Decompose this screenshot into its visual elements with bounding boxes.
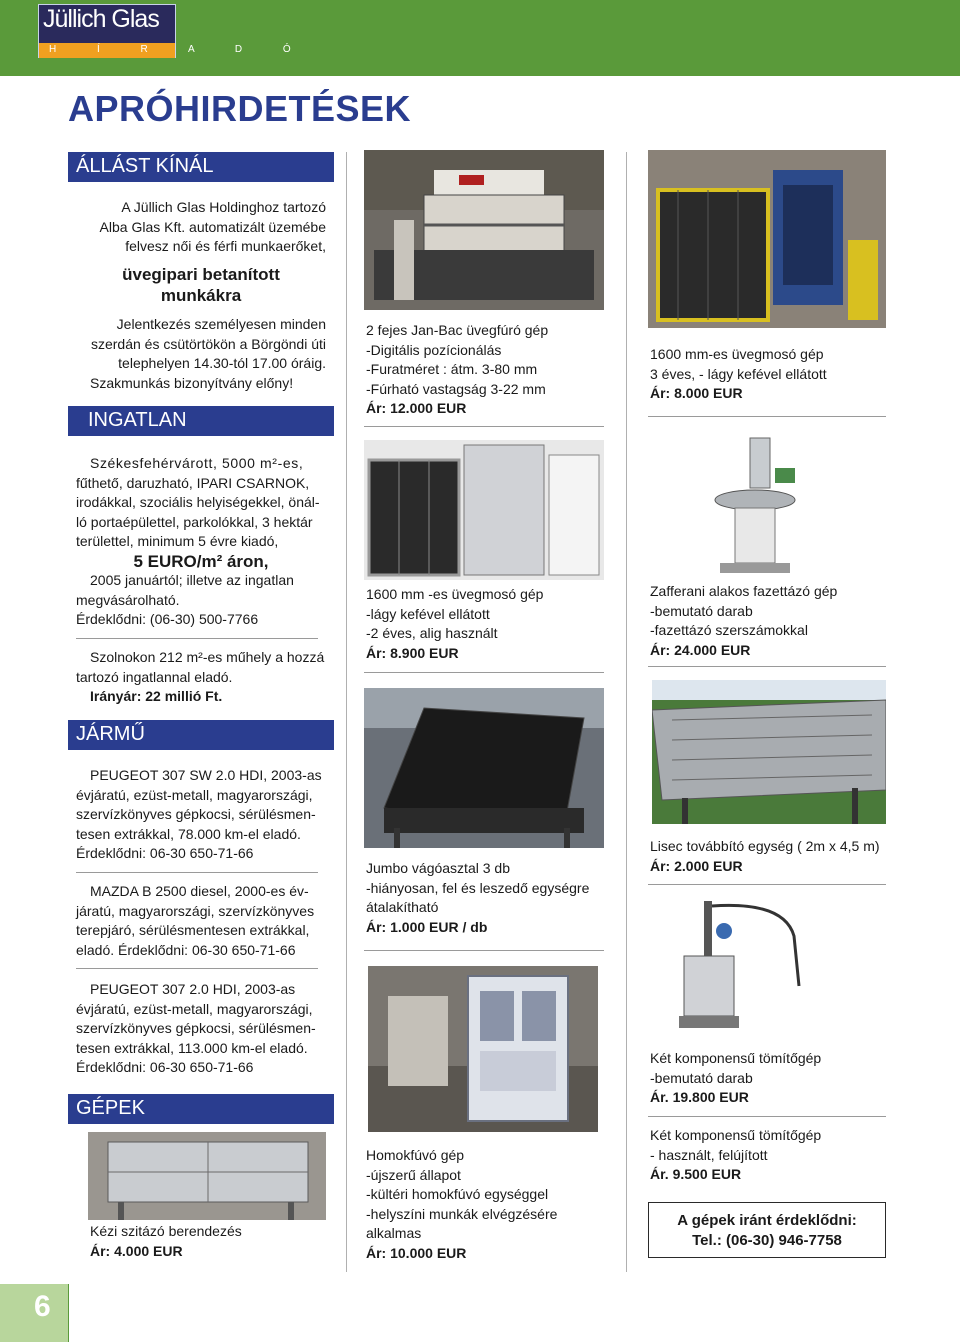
text-line: átalakítható — [366, 899, 439, 915]
photo-screen-printing-table — [88, 1132, 326, 1220]
machine-price: Ár: 8.000 EUR — [650, 385, 743, 401]
machine-ad-sealing-2 — [650, 1126, 890, 1185]
text-line: 3 éves, - lágy kefével ellátott — [650, 365, 827, 382]
photo-drilling-machine — [364, 150, 604, 310]
machine-ad-washer-1 — [650, 345, 890, 404]
photo-lisec-conveyor — [652, 680, 886, 824]
text-line: szervízkönyves gépkocsi, sérülésmen- — [76, 1020, 316, 1036]
ingatlan-ad-1 — [76, 454, 326, 630]
page-title: APRÓHIRDETÉSEK — [68, 88, 412, 129]
machine-price: Ár: 12.000 EUR — [366, 400, 467, 416]
text-line: 1600 mm-es üvegmosó gép — [650, 346, 824, 362]
text-line: -fazettázó szerszámokkal — [650, 622, 808, 638]
text-line: eladó. Érdeklődni: 06-30 650-71-66 — [76, 941, 296, 958]
text-line: Két komponensű tömítőgép — [650, 1127, 822, 1143]
ingatlan-price-2: Irányár: 22 millió Ft. — [90, 688, 223, 704]
text-line: felvesz női és férfi munkaerőket, — [125, 238, 326, 254]
jarmu-ad-2 — [76, 882, 326, 960]
footer-line — [68, 1284, 69, 1342]
machine-price: Ár: 1.000 EUR / db — [366, 918, 488, 935]
text-line: Homokfúvó gép — [366, 1147, 465, 1163]
machine-price: Ár. 9.500 EUR — [650, 1166, 742, 1182]
text-line: -bemutató darab — [650, 602, 753, 619]
divider — [364, 950, 604, 951]
machine-ad-sealing-1 — [650, 1049, 890, 1108]
ingatlan-contact: Érdeklődni: (06-30) 500-7766 — [76, 611, 259, 627]
machine-contact-box — [648, 1202, 886, 1258]
photo-glass-washer-1 — [648, 150, 886, 328]
section-heading-allast: ÁLLÁST KÍNÁL — [68, 152, 334, 182]
text-line: -lágy kefével ellátott — [366, 605, 490, 622]
jarmu-ad-1 — [76, 766, 326, 864]
text-line: üvegipari betanított — [122, 265, 280, 284]
text-line: Két komponensű tömítőgép — [650, 1050, 822, 1066]
text-line: évjáratú, ezüst-metall, magyarországi, — [76, 1000, 313, 1017]
column-divider-right — [626, 152, 627, 1272]
divider — [76, 872, 318, 873]
photo-cutting-table — [364, 688, 604, 848]
text-line: terepjáró, sérülésmentesen extrákkal, — [76, 922, 310, 938]
allast-highlight — [76, 264, 326, 306]
logo-subtitle-bar — [39, 43, 310, 58]
jarmu-ad-3 — [76, 980, 326, 1078]
logo-name: Jüllich Glas — [43, 5, 159, 33]
text-line: PEUGEOT 307 2.0 HDI, 2003-as — [90, 981, 296, 997]
text-line: Érdeklődni: 06-30 650-71-66 — [76, 845, 254, 861]
text-line: tesen extrákkal, 113.000 km-el eladó. — [76, 1039, 308, 1056]
text-line: -Digitális pozícionálás — [366, 341, 502, 358]
divider — [76, 638, 318, 639]
machine-ad-washer-2 — [366, 585, 606, 663]
text-line: MAZDA B 2500 diesel, 2000-es év- — [90, 883, 309, 899]
contact-heading: A gépek iránt érdeklődni: — [677, 1212, 857, 1229]
text-line: 2005 januártól; illetve az ingatlan — [90, 572, 294, 588]
text-line: Érdeklődni: 06-30 650-71-66 — [76, 1059, 254, 1075]
text-line: Jelentkezés személyesen minden — [116, 316, 326, 332]
machine-price: Ár: 2.000 EUR — [650, 857, 743, 874]
text-line: megvásárolható. — [76, 591, 180, 608]
text-line: -helyszíni munkák elvégzésére — [366, 1205, 558, 1222]
column-divider-left — [346, 152, 347, 1272]
photo-bevelling-machine — [700, 428, 810, 576]
text-line: Jumbo vágóasztal 3 db — [366, 860, 510, 876]
contact-phone: Tel.: (06-30) 946-7758 — [692, 1232, 842, 1249]
text-line: ló portaépülettel, parkolókkal, 3 hektár — [76, 513, 313, 530]
text-line: - használt, felújított — [650, 1146, 768, 1163]
machine-ad-drilling — [366, 321, 606, 419]
ingatlan-price: 5 EURO/m² áron, — [133, 551, 269, 571]
section-heading-jarmu: JÁRMŰ — [68, 720, 334, 750]
text-line: Kézi szitázó berendezés — [90, 1223, 242, 1239]
divider — [648, 1116, 886, 1117]
text-line: -Furatméret : átm. 3-80 mm — [366, 361, 538, 377]
photo-glass-washer-2 — [364, 440, 604, 580]
ingatlan-ad-2 — [76, 648, 326, 707]
text-line: -hiányosan, fel és leszedő egységre — [366, 879, 590, 896]
section-heading-ingatlan: INGATLAN — [68, 406, 334, 436]
allast-intro — [76, 198, 326, 257]
text-line: évjáratú, ezüst-metall, magyarországi, — [76, 786, 313, 803]
divider — [364, 672, 604, 673]
text-line: irodákkal, szociális helyiségekkel, önál- — [76, 494, 320, 510]
machine-ad-screen-printer — [90, 1222, 330, 1261]
machine-price: Ár: 8.900 EUR — [366, 644, 459, 661]
divider — [648, 666, 886, 667]
text-line: Zafferani alakos fazettázó gép — [650, 583, 838, 599]
text-line: területtel, minimum 5 évre kiadó, — [76, 533, 279, 549]
machine-price: Ár: 24.000 EUR — [650, 641, 751, 658]
text-line: A Jüllich Glas Holdinghoz tartozó — [121, 199, 326, 215]
machine-ad-bevelling — [650, 582, 890, 660]
text-line: -újszerű állapot — [366, 1166, 461, 1183]
logo — [38, 4, 310, 58]
text-line: szerdán és csütörtökön a Börgöndi úti — [90, 335, 326, 352]
divider — [76, 968, 318, 969]
text-line: telephelyen 14.30-tól 17.00 óráig. — [118, 355, 326, 371]
machine-price: Ár. 19.800 EUR — [650, 1089, 749, 1105]
section-heading-gepek: GÉPEK — [68, 1094, 334, 1124]
text-line: -kültéri homokfúvó egységgel — [366, 1186, 549, 1202]
text-line: Lisec továbbító egység ( 2m x 4,5 m) — [650, 838, 880, 854]
photo-sandblaster — [368, 966, 598, 1132]
machine-ad-sandblaster — [366, 1146, 606, 1263]
text-line: 1600 mm -es üvegmosó gép — [366, 586, 544, 602]
allast-details — [76, 315, 326, 393]
logo-subtitle: H Í R A D Ó — [49, 44, 310, 55]
text-line: fűthető, daruzható, IPARI CSARNOK, — [76, 474, 310, 491]
divider — [648, 884, 886, 885]
divider — [364, 426, 604, 427]
text-line: Szolnokon 212 m²-es műhely a hozzá — [90, 649, 325, 665]
text-line: munkákra — [160, 286, 242, 305]
text-line: járatú, magyarországi, szervízkönyves — [76, 902, 315, 919]
text-line: tartozó ingatlannal eladó. — [76, 668, 233, 685]
text-line: Székesfehérvárott, 5000 m²-es, — [90, 455, 304, 471]
text-line: -2 éves, alig használt — [366, 625, 498, 641]
text-line: -bemutató darab — [650, 1069, 753, 1086]
text-line: alkalmas — [366, 1225, 422, 1241]
machine-ad-cutting-table — [366, 859, 606, 937]
text-line: szervízkönyves gépkocsi, sérülésmen- — [76, 806, 316, 822]
photo-sealing-machine — [664, 896, 814, 1034]
machine-price: Ár: 4.000 EUR — [90, 1242, 183, 1259]
text-line: Alba Glas Kft. automatizált üzemébe — [99, 218, 326, 235]
text-line: -Fúrható vastagság 3-22 mm — [366, 380, 546, 397]
machine-price: Ár: 10.000 EUR — [366, 1244, 467, 1261]
text-line: 2 fejes Jan-Bac üvegfúró gép — [366, 322, 549, 338]
text-line: Szakmunkás bizonyítvány előny! — [90, 374, 294, 391]
text-line: PEUGEOT 307 SW 2.0 HDI, 2003-as — [90, 767, 322, 783]
machine-ad-lisec — [650, 837, 900, 876]
page-number: 6 — [34, 1290, 51, 1323]
divider — [648, 416, 886, 417]
text-line: tesen extrákkal, 78.000 km-el eladó. — [76, 825, 301, 842]
